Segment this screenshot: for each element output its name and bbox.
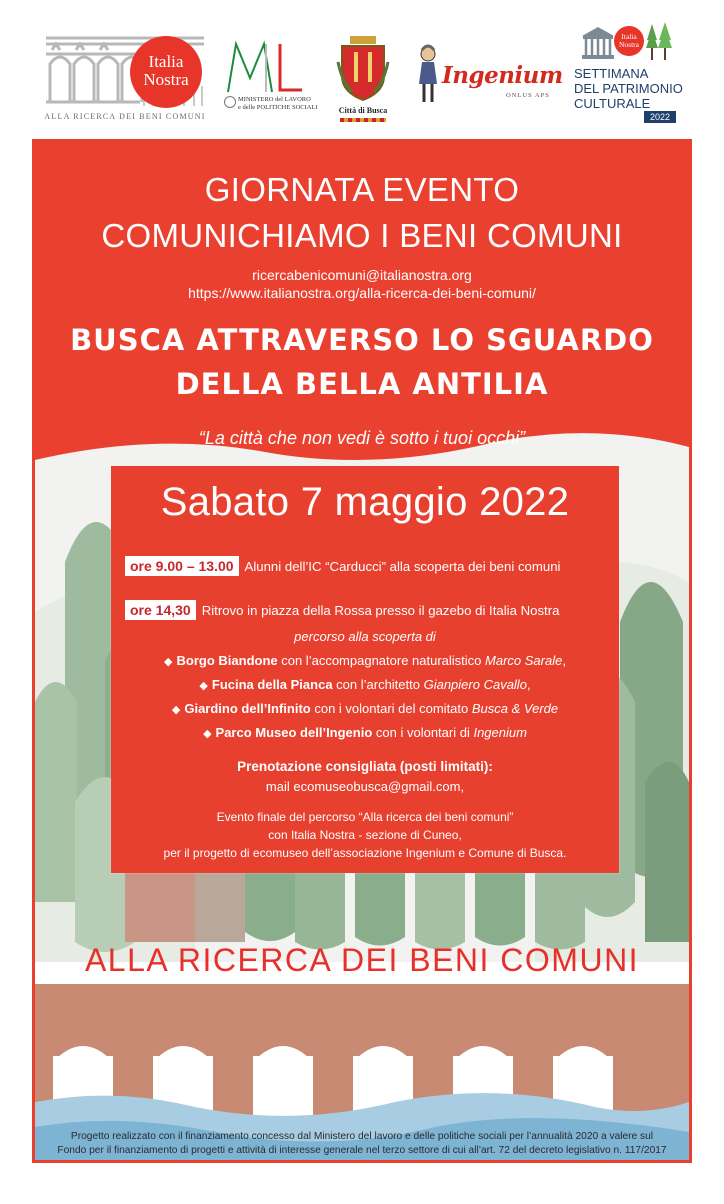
- ministero-line1: MINISTERO del LAVORO: [238, 96, 311, 103]
- contact-email[interactable]: ricercabenicomuni@italianostra.org: [252, 267, 472, 283]
- republic-emblem-icon: [224, 96, 236, 108]
- settimana-line3: CULTURALE: [574, 96, 651, 111]
- diamond-bullet-icon: ◆: [171, 704, 181, 716]
- funding-note-line2: Fondo per il finanziamento di progetti e attività di interesse generale nel terzo settore di cui all’art. 72 del decreto legislativo n. 117/2017: [57, 1145, 667, 1156]
- ministero-logo: [222, 38, 318, 120]
- italia-nostra-small-badge: Italia Nostra: [614, 26, 644, 56]
- flag-stripe: [340, 118, 386, 122]
- slot-afternoon-time: ore 14,30: [125, 600, 196, 620]
- diamond-bullet-icon: ◆: [199, 680, 208, 692]
- final-line2: con Italia Nostra - sezione di Cuneo,: [268, 828, 462, 842]
- event-title-line2: COMUNICHIAMO I BENI COMUNI: [101, 217, 623, 254]
- trees-icon: [646, 22, 672, 62]
- final-line3: per il progetto di ecomuseo dell’associazione Ingenium e Comune di Busca.: [163, 846, 567, 860]
- settimana-line2: DEL PATRIMONIO: [574, 81, 683, 96]
- stop-item: ◆ Giardino dell’Infinito con i volontari del comitato Busca & Verde: [171, 701, 559, 716]
- citta-di-busca-label: Città di Busca: [338, 106, 388, 115]
- ingenium-name: Ingenium: [442, 62, 563, 89]
- ingenium-sub: ONLUS APS: [506, 92, 550, 99]
- slot-morning-time: ore 9.00 – 13.00: [125, 556, 239, 576]
- logo-bar: [0, 0, 724, 135]
- diamond-bullet-icon: ◆: [203, 728, 212, 740]
- footer-title: ALLA RICERCA DEI BENI COMUNI: [84, 942, 640, 978]
- slot-morning-text: Alunni dell’IC “Carducci” alla scoperta dei beni comuni: [244, 559, 561, 574]
- event-date: Sabato 7 maggio 2022: [160, 480, 570, 524]
- diamond-bullet-icon: ◆: [164, 656, 173, 668]
- settimana-year: 2022: [644, 111, 676, 123]
- temple-icon: [580, 24, 616, 60]
- settimana-patrimonio-logo: [572, 22, 687, 132]
- inventor-figure-icon: [416, 44, 442, 104]
- ml-monogram-icon: [222, 38, 308, 94]
- stop-item: ◆ Parco Museo dell’Ingenio con i volontari di Ingenium: [203, 725, 527, 740]
- italia-nostra-logo: [44, 30, 206, 125]
- slot-afternoon-text: Ritrovo in piazza della Rossa presso il gazebo di Italia Nostra: [201, 603, 560, 618]
- booking-title: Prenotazione consigliata (posti limitati):: [237, 759, 493, 774]
- citta-di-busca-logo: [332, 32, 394, 124]
- contact-url[interactable]: https://www.italianostra.org/alla-ricerca-dei-beni-comuni/: [188, 285, 536, 301]
- tagline-quote: “La città che non vedi è sotto i tuoi occhi”: [198, 428, 526, 448]
- final-line1: Evento finale del percorso “Alla ricerca dei beni comuni”: [216, 810, 514, 824]
- booking-mail[interactable]: mail ecomuseobusca@gmail.com,: [265, 779, 465, 794]
- ingenium-logo: [414, 44, 564, 106]
- event-title-line1: GIORNATA EVENTO: [204, 171, 520, 208]
- headline-line2: DELLA BELLA ANTILIA: [175, 367, 549, 401]
- headline-line1: BUSCA ATTRAVERSO LO SGUARDO: [70, 323, 654, 357]
- crest-icon: [336, 32, 390, 102]
- slot-morning: [125, 556, 615, 576]
- stop-item: ◆ Borgo Biandone con l’accompagnatore naturalistico Marco Sarale,: [164, 653, 566, 668]
- program-card: [111, 466, 619, 873]
- italia-nostra-badge: Italia Nostra: [130, 36, 202, 108]
- settimana-line1: SETTIMANA: [574, 66, 649, 81]
- route-intro: percorso alla scoperta di: [294, 629, 436, 644]
- ministero-line2: e delle POLITICHE SOCIALI: [238, 104, 318, 111]
- stop-item: ◆ Fucina della Pianca con l’architetto Gianpiero Cavallo,: [199, 677, 531, 692]
- poster-panel: [32, 139, 692, 1163]
- slot-afternoon: [125, 600, 615, 620]
- funding-note-line1: Progetto realizzato con il finanziamento concesso dal Ministero del lavoro e delle politiche sociali per l’annualità 2020 a valere sul: [70, 1131, 654, 1142]
- italia-nostra-tagline: ALLA RICERCA DEI BENI COMUNI: [44, 112, 206, 121]
